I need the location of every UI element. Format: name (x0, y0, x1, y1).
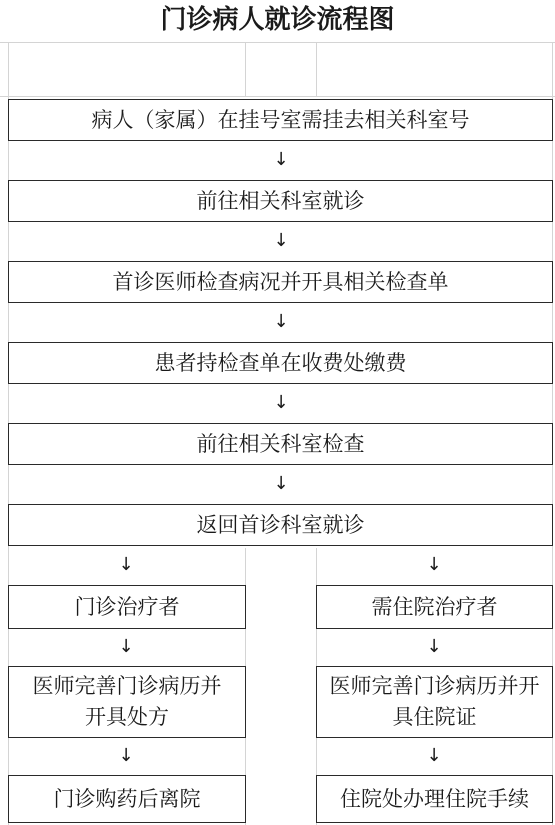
step-initial-exam: 首诊医师检查病况并开具相关检查单 (8, 261, 553, 303)
page-title: 门诊病人就诊流程图 (160, 5, 395, 35)
down-arrow-icon: ↓ (118, 636, 134, 657)
down-arrow-icon: ↓ (273, 473, 289, 494)
down-arrow-icon: ↓ (118, 745, 134, 766)
branch-inpatient-label: 需住院治疗者 (316, 585, 553, 629)
down-arrow-icon: ↓ (273, 311, 289, 332)
down-arrow-icon: ↓ (273, 149, 289, 170)
down-arrow-icon: ↓ (118, 554, 134, 575)
step-register: 病人（家属）在挂号室需挂去相关科室号 (8, 99, 553, 141)
down-arrow-icon: ↓ (426, 745, 442, 766)
step-pay-fees: 患者持检查单在收费处缴费 (8, 342, 553, 384)
branch-inpatient-final: 住院处办理住院手续 (316, 775, 553, 823)
branch-outpatient-final: 门诊购药后离院 (8, 775, 246, 823)
branch-inpatient-record: 医师完善门诊病历并开具住院证 (316, 666, 553, 738)
down-arrow-icon: ↓ (273, 392, 289, 413)
down-arrow-icon: ↓ (426, 554, 442, 575)
branch-outpatient-record: 医师完善门诊病历并开具处方 (8, 666, 246, 738)
step-return-visit: 返回首诊科室就诊 (8, 504, 553, 546)
branch-outpatient-label: 门诊治疗者 (8, 585, 246, 629)
step-visit-department: 前往相关科室就诊 (8, 180, 553, 222)
down-arrow-icon: ↓ (426, 636, 442, 657)
step-examination: 前往相关科室检查 (8, 423, 553, 465)
down-arrow-icon: ↓ (273, 230, 289, 251)
